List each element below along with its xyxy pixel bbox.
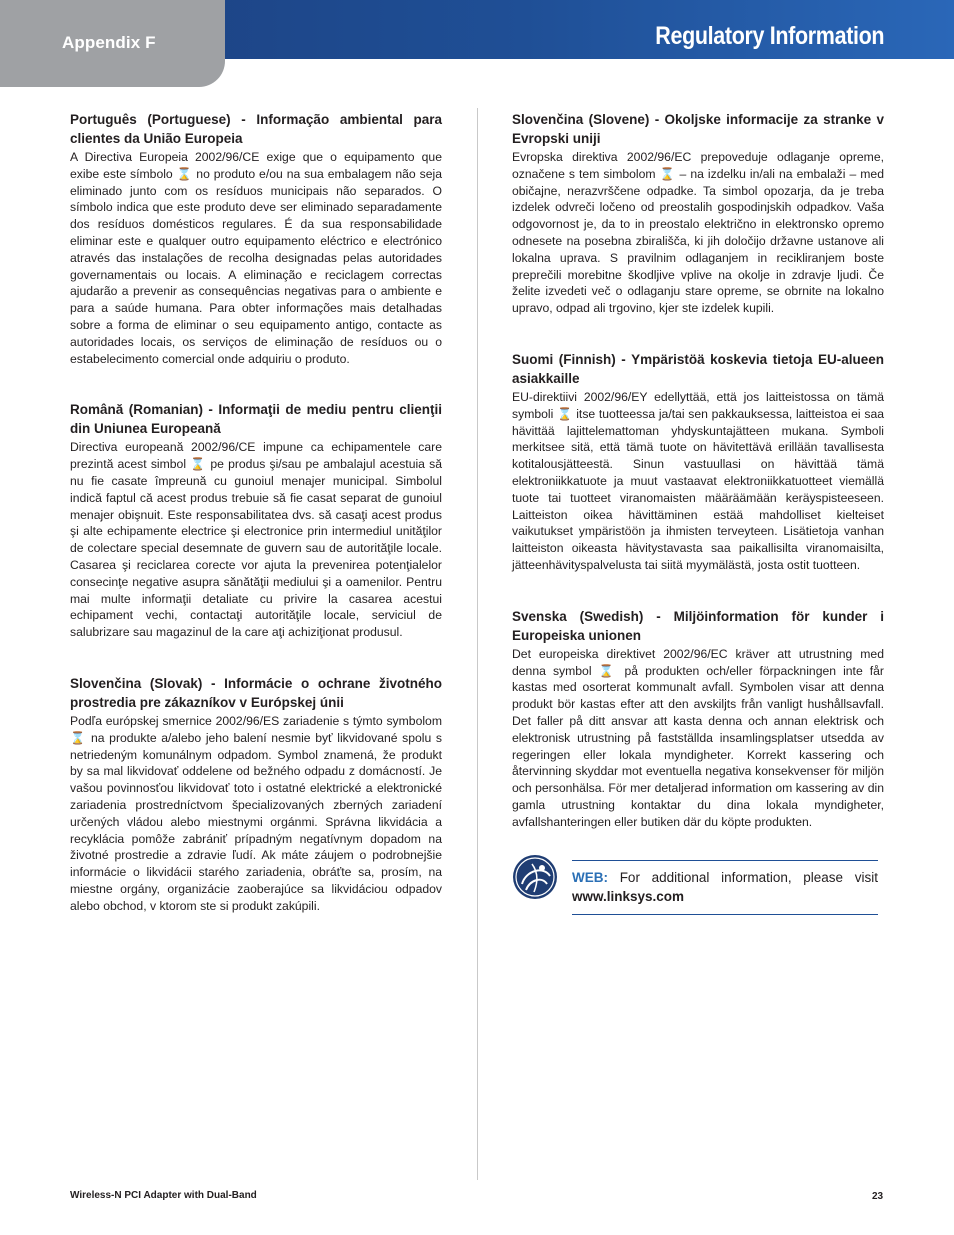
- section-body: Podľa európskej smernice 2002/96/ES zariadenie s týmto symbolom ⌛ na produkte a/alebo jeho balení nesmie byť likvidované spolu s netriedeným komunálnym odpadom. Symbol znamená, že produkt by sa mal likvidovať oddelene od bežného odpadu z domácností. Je vašou povinnosťou likvidovať toto i ostatné elektrické a elektronické zariadenia prostredníctvom špecializovaných zberných zariadení určených vládou alebo miestnymi orgánmi. Správna likvidácia a recyklácia pomôže zabrániť prípadným negatívnym dopadom na životné prostredie a zdravie ľudí. Ak máte záujem o podrobnejšie informácie o likvidácii starého zariadenia, obráťte sa, prosím, na miestne orgány, organizácie zaoberajúce sa likvidáciou odpadov alebo obchod, v ktorom ste si produkt zakúpili.: [70, 713, 442, 913]
- section-body: EU-direktiivi 2002/96/EY edellyttää, että jos laitteistossa on tämä symboli ⌛ itse tuotteessa ja/tai sen pakkauksessa, laitteistoa ei saa hävittää lajittelemattoman yhdyskuntajätteen mukana. Symboli merkitsee sitä, että tämä tuote on hävitettävä erillään tavallisesta kotitalousjätteestä. Sinun vastuullasi on hävittää tämä elektroniikkatuote ja muut vastaavat elektroniikkatuotteet viemällä tuote tai tuotteet viranomaisten määräämään keräyspisteeseen. Laitteiston oikea hävittäminen estää mahdolliset kielteiset vaikutukset ympäristöön ja ihmisten terveyteen. Lisätietoja vanhan laitteiston oikeasta hävitystavasta saa paikallisilta viranomaisilta, jätteenhävityspalvelusta tai siitä myymälästä, josta ostit tuotteen.: [512, 389, 884, 572]
- section-heading: Suomi (Finnish) - Ympäristöä koskevia tietoja EU-alueen asiakkaille: [512, 351, 884, 386]
- section-heading: Slovenčina (Slovene) - Okoljske informacije za stranke v Evropski uniji: [512, 112, 884, 146]
- section-heading: Română (Romanian) - Informaţii de mediu pentru clienţii din Uniunea Europeană: [70, 402, 442, 437]
- section-body: A Directiva Europeia 2002/96/CE exige que o equipamento que exibe este símbolo ⌛ no produto e/ou na sua embalagem não seja eliminado junto com os resíduos municipais não separados. O símbolo indica que este produto deve ser eliminado separadamente dos resíduos domésticos regulares. É da sua responsabilidade eliminar este e qualquer outro equipamento eléctrico e electrónico através das instalações de recolha designadas pelas autoridades governamentais ou locais. A eliminação e reciclagem correctas ajudarão a prevenir as consequências negativas para o ambiente e para a saúde humana. Para obter informações mais detalhadas sobre a forma de eliminar o seu equipamento antigo, contacte as autoridades locais, os serviços de eliminação de resíduos ou o estabelecimento comercial onde adquiriu o produto.: [70, 150, 442, 366]
- section-body: Evropska direktiva 2002/96/EC prepoveduje odlaganje opreme, označene s tem simbolom ⌛ – na izdelku in/ali na embalaži – med običajne, nerazvrščene odpadke. Ta simbol opozarja, da je treba izdelek odvreči ločeno od preostalih gospodinjskih odpadkov. Vaša odgovornost je, da to in preostalo električno in elektronsko opremo odnesete na posebna zbirališča, ki jih določijo državne ustanove ali lokalna uprava. S pravilnim odlaganjem in recikliranjem boste preprečili morebitne škodljive vplive na okolje in zdravje ljudi. Če želite izvedeti več o odlaganju stare opreme, se obrnite na lokalno upravo, odpad ali trgovino, kjer ste izdelek kupili.: [512, 150, 884, 316]
- footer-product-name: Wireless-N PCI Adapter with Dual-Band: [70, 1190, 257, 1201]
- web-note: [572, 860, 878, 915]
- left-column: [70, 110, 442, 947]
- web-description: For additional information, please visit: [619, 869, 878, 885]
- section-portuguese: [70, 110, 442, 367]
- appendix-label: Appendix F: [62, 33, 156, 52]
- section-slovene: [512, 110, 884, 317]
- web-label: WEB:: [572, 869, 608, 885]
- section-romanian: [70, 400, 442, 641]
- section-body: Directiva europeană 2002/96/CE impune ca echipamentele care prezintă acest simbol ⌛ pe produs şi/sau pe ambalajul acestuia să nu fie casate împreună cu gunoiul menajer municipal. Simbolul indică faptul că acest produs trebuie să fie casat separat de gunoiul menajer obişnuit. Este responsabilitatea dvs. să casaţi acest produs şi alte echipamente electrice şi electronice prin intermediul unităţilor de colectare special desemnate de guvern sau de autorităţile locale. Casarea şi reciclarea corecte vor ajuta la prevenirea potenţialelor consecinţe negative asupra sănătăţii mediului şi a oamenilor. Pentru mai multe informaţii detaliate cu privire la casarea acestui echipament vechi, contactaţi autorităţile locale, serviciul de salubrizare sau magazinul de la care aţi achiziţionat produsul.: [70, 440, 442, 640]
- footer-page-number: 23: [872, 1191, 884, 1202]
- appendix-tab: [0, 0, 225, 87]
- column-divider: [477, 108, 478, 1180]
- web-note-text: [572, 868, 878, 906]
- right-column: [512, 110, 884, 915]
- globe-icon: [512, 854, 558, 900]
- page-title: Regulatory Information: [655, 22, 884, 50]
- web-url-link[interactable]: www.linksys.com: [572, 888, 685, 904]
- section-heading: Slovenčina (Slovak) - Informácie o ochrane životného prostredia pre zákazníkov v Európskej únii: [70, 675, 442, 710]
- section-finnish: [512, 350, 884, 574]
- section-swedish: [512, 607, 884, 831]
- section-heading: Svenska (Swedish) - Miljöinformation för kunder i Europeiska unionen: [512, 608, 884, 643]
- section-body: Det europeiska direktivet 2002/96/EC kräver att utrustning med denna symbol ⌛ på produkten och/eller förpackningen inte får kastas med osorterat kommunalt avfall. Symbolen visar att denna produkt bör kastas efter att den avskiljts från vanligt hushållsavfall. Det faller på ditt ansvar att kasta denna och annan elektrisk och elektronisk utrustning på fastställda insamlingsplatser utsedda av regeringen eller lokala myndigheter. Korrekt kassering och återvinning skyddar mot eventuella negativa konsekvenser för miljön och personhälsa. För mer detaljerad information om kassering av din gamla utrustning kontaktar du dina lokala myndigheter, avfallshanteringen eller butiken där du köpte produkten.: [512, 646, 884, 829]
- section-slovak: [70, 674, 442, 915]
- section-heading: Português (Portuguese) - Informação ambiental para clientes da União Europeia: [70, 112, 442, 146]
